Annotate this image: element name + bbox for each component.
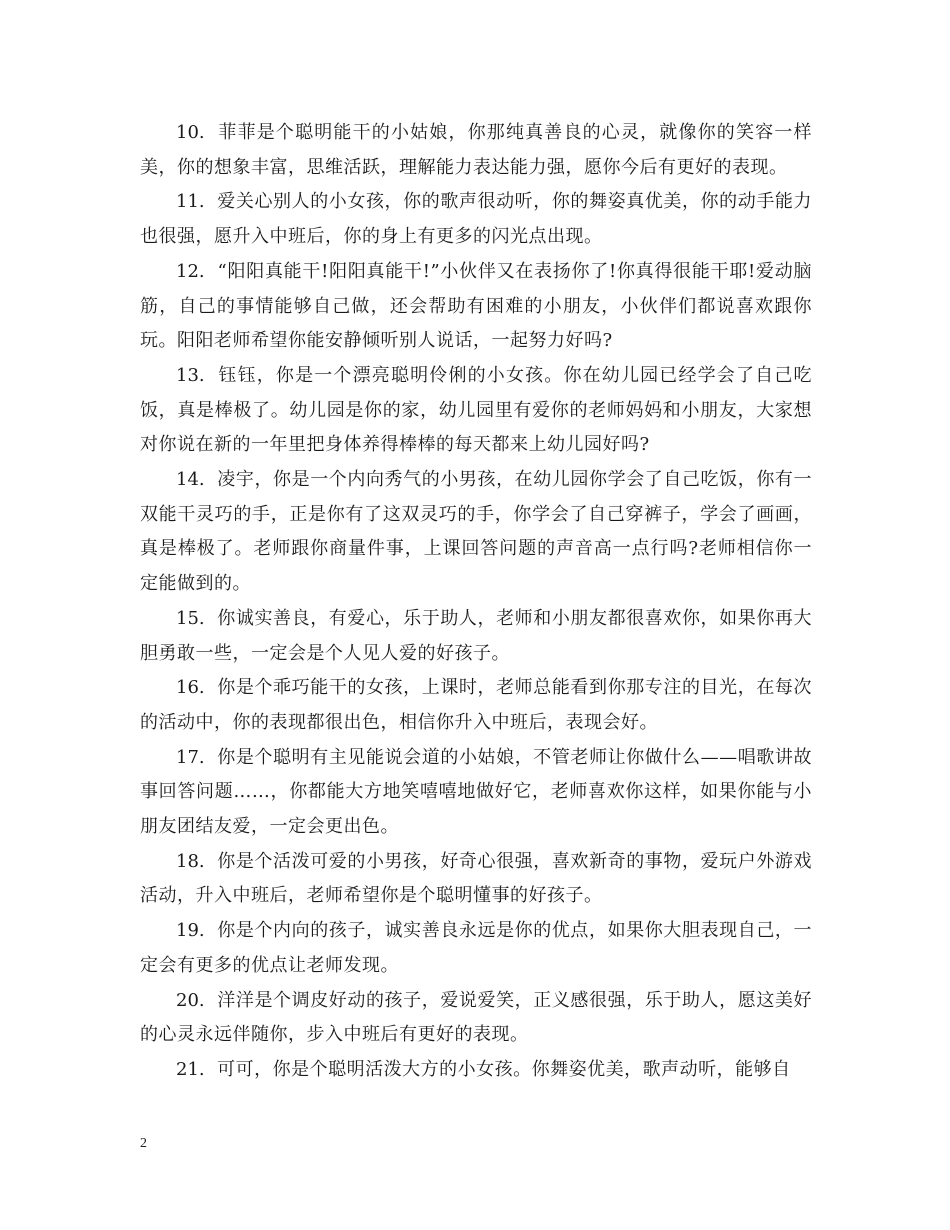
paragraph-number: 19. <box>176 920 205 942</box>
paragraph-18 <box>140 845 812 914</box>
paragraph-text: 菲菲是个聪明能干的小姑娘，你那纯真善良的心灵，就像你的笑容一样美，你的想象丰富，思维活跃，理解能力表达能力强，愿你今后有更好的表现。 <box>140 122 812 178</box>
paragraph-text: 钰钰，你是一个漂亮聪明伶俐的小女孩。你在幼儿园已经学会了自己吃饭，真是棒极了。幼儿园是你的家，幼儿园里有爱你的老师妈妈和小朋友，大家想对你说在新的一年里把身体养得棒棒的每天都来上幼儿园好吗? <box>140 364 812 456</box>
paragraph-number: 20. <box>176 989 205 1011</box>
paragraph-text: 你是个聪明有主见能说会道的小姑娘，不管老师让你做什么——唱歌讲故事回答问题……，你都能大方地笑嘻嘻地做好它，老师喜欢你这样，如果你能与小朋友团结友爱，一定会更出色。 <box>140 746 812 838</box>
paragraph-20 <box>140 984 812 1053</box>
paragraph-number: 11. <box>176 191 205 213</box>
paragraph-text: 洋洋是个调皮好动的孩子，爱说爱笑，正义感很强，乐于助人，愿这美好的心灵永远伴随你，步入中班后有更好的表现。 <box>140 989 812 1046</box>
paragraph-number: 12. <box>176 260 205 282</box>
paragraph-text: 你是个内向的孩子，诚实善良永远是你的优点，如果你大胆表现自己，一定会有更多的优点让老师发现。 <box>140 920 812 976</box>
paragraph-16 <box>140 671 812 740</box>
paragraph-11 <box>140 185 812 254</box>
paragraph-13 <box>140 359 812 463</box>
paragraph-19 <box>140 914 812 983</box>
paragraph-number: 18. <box>176 850 205 872</box>
paragraph-text: 你是个乖巧能干的女孩，上课时，老师总能看到你那专注的目光，在每次的活动中，你的表现都很出色，相信你升入中班后，表现会好。 <box>140 677 812 733</box>
paragraph-number: 10. <box>176 122 205 143</box>
paragraph-text: 你是个活泼可爱的小男孩，好奇心很强，喜欢新奇的事物，爱玩户外游戏活动，升入中班后，老师希望你是个聪明懂事的好孩子。 <box>140 850 812 907</box>
paragraph-12 <box>140 255 812 359</box>
paragraph-number: 21. <box>176 1058 205 1080</box>
paragraph-text: 可可，你是个聪明活泼大方的小女孩。你舞姿优美，歌声动听，能够自 <box>217 1058 791 1080</box>
paragraph-17 <box>140 741 812 845</box>
paragraph-10 <box>140 116 812 185</box>
paragraph-number: 14. <box>176 469 205 491</box>
paragraph-number: 13. <box>176 364 205 386</box>
paragraph-number: 15. <box>176 607 205 629</box>
paragraph-text: “阳阳真能干!阳阳真能干!”小伙伴又在表扬你了!你真得很能干耶!爱动脑筋，自己的事情能够自己做，还会帮助有困难的小朋友，小伙伴们都说喜欢跟你玩。阳阳老师希望你能安静倾听别人说话，一起努力好吗? <box>140 260 812 352</box>
paragraph-text: 爱关心别人的小女孩，你的歌声很动听，你的舞姿真优美，你的动手能力也很强，愿升入中班后，你的身上有更多的闪光点出现。 <box>140 191 812 248</box>
paragraph-text: 凌宇，你是一个内向秀气的小男孩，在幼儿园你学会了自己吃饭，你有一双能干灵巧的手，正是你有了这双灵巧的手，你学会了自己穿裤子，学会了画画，真是棒极了。老师跟你商量件事，上课回答问题的声音高一点行吗?老师相信你一定能做到的。 <box>140 469 812 595</box>
paragraph-15 <box>140 602 812 671</box>
page-number: 2 <box>140 1136 147 1151</box>
document-body <box>140 116 812 1088</box>
paragraph-number: 17. <box>176 746 205 768</box>
paragraph-14 <box>140 463 812 602</box>
paragraph-text: 你诚实善良，有爱心，乐于助人，老师和小朋友都很喜欢你，如果你再大胆勇敢一些，一定会是个人见人爱的好孩子。 <box>140 607 812 664</box>
paragraph-21 <box>140 1053 812 1088</box>
paragraph-number: 16. <box>176 677 205 699</box>
